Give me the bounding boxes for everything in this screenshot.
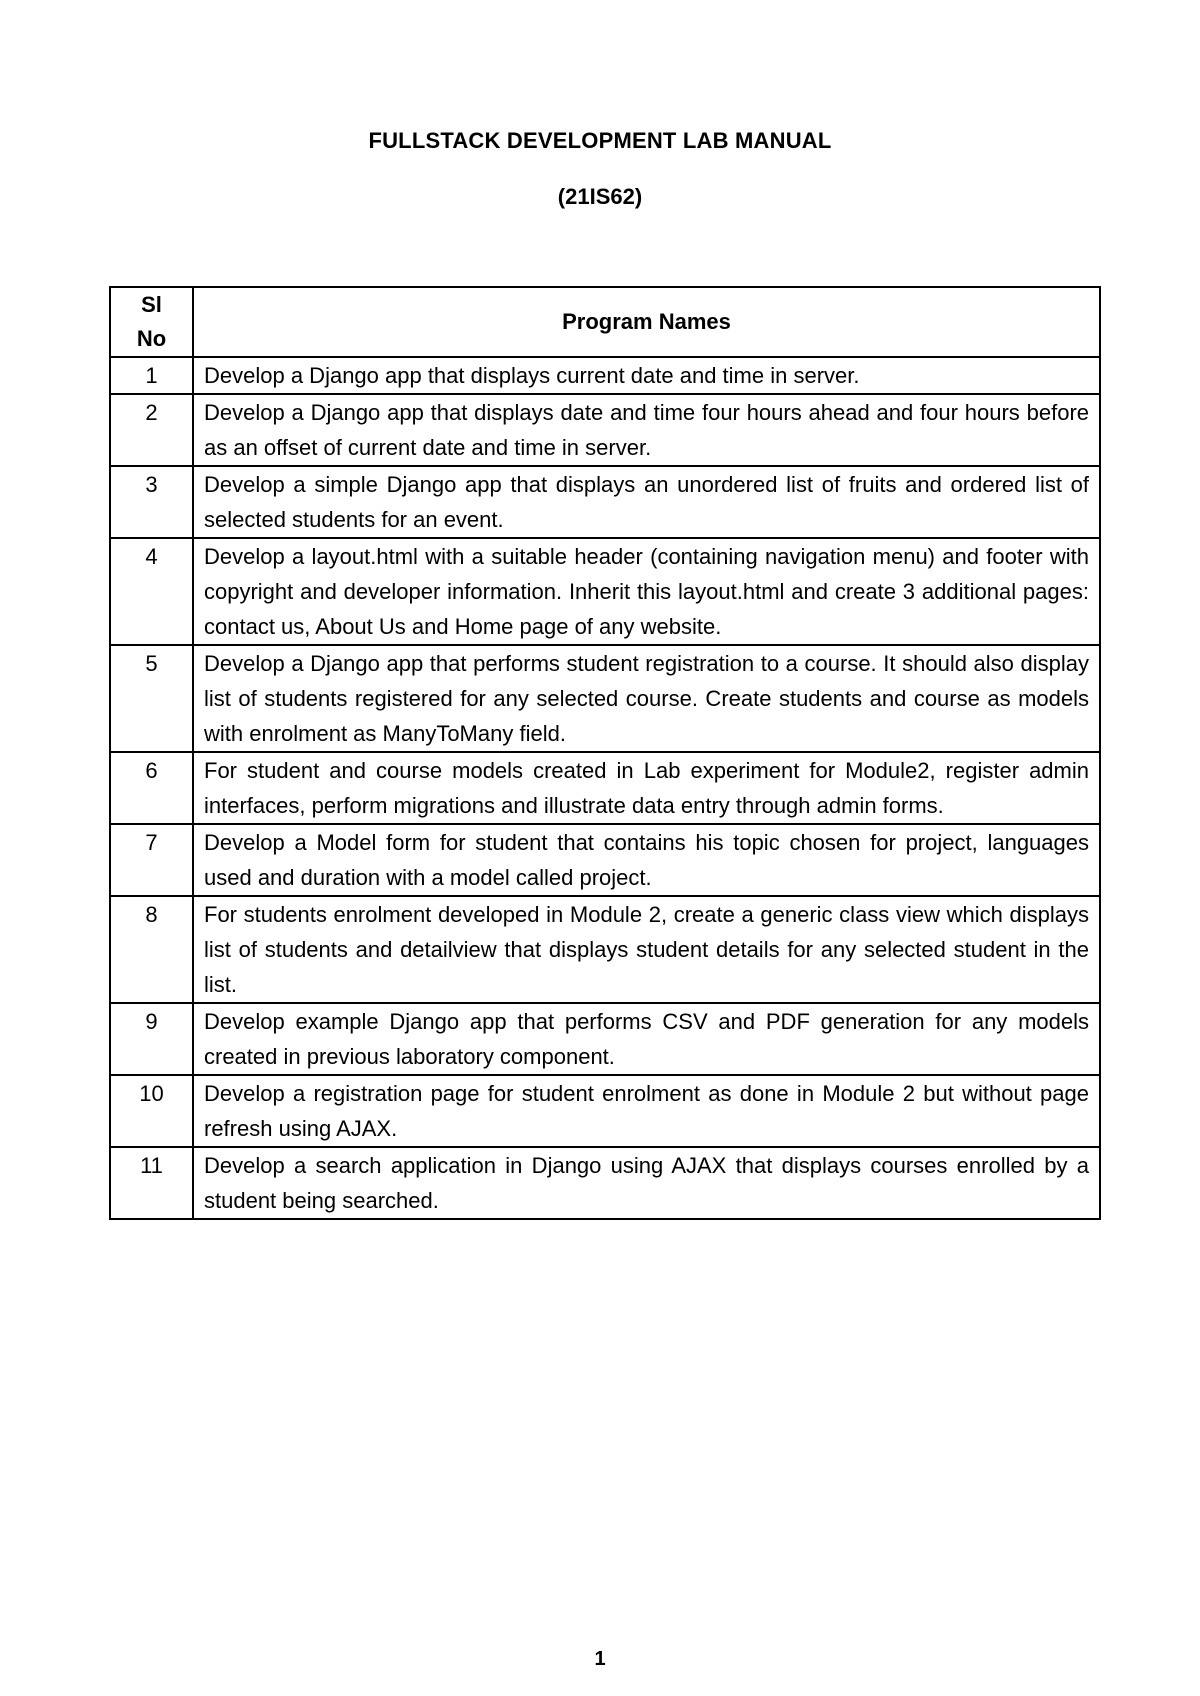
table-header-row	[110, 287, 1100, 357]
row-program-name: Develop a search application in Django using AJAX that displays courses enrolled by a student being searched.	[193, 1147, 1100, 1219]
program-names-header: Program Names	[193, 287, 1100, 357]
table-row	[110, 1075, 1100, 1147]
table-row	[110, 466, 1100, 538]
table-row	[110, 394, 1100, 466]
row-program-name: For student and course models created in Lab experiment for Module2, register admin interfaces, perform migrations and illustrate data entry through admin forms.	[193, 752, 1100, 824]
row-sl-number: 3	[110, 466, 193, 538]
row-sl-number: 4	[110, 538, 193, 645]
row-program-name: For students enrolment developed in Module 2, create a generic class view which displays list of students and detailview that displays student details for any selected student in the list.	[193, 896, 1100, 1003]
row-program-name: Develop a layout.html with a suitable header (containing navigation menu) and footer with copyright and developer information. Inherit this layout.html and create 3 additional pages: contact us, About Us and Home page of any website.	[193, 538, 1100, 645]
table-row	[110, 538, 1100, 645]
row-sl-number: 6	[110, 752, 193, 824]
row-sl-number: 2	[110, 394, 193, 466]
program-table	[109, 286, 1101, 1220]
table-row	[110, 896, 1100, 1003]
table-row	[110, 824, 1100, 896]
row-program-name: Develop a registration page for student enrolment as done in Module 2 but without page refresh using AJAX.	[193, 1075, 1100, 1147]
table-row	[110, 1003, 1100, 1075]
row-sl-number: 1	[110, 357, 193, 394]
row-program-name: Develop example Django app that performs CSV and PDF generation for any models created in previous laboratory component.	[193, 1003, 1100, 1075]
table-row	[110, 752, 1100, 824]
row-sl-number: 10	[110, 1075, 193, 1147]
course-code: (21IS62)	[557, 184, 643, 209]
row-program-name: Develop a Model form for student that contains his topic chosen for project, languages used and duration with a model called project.	[193, 824, 1100, 896]
table-row	[110, 357, 1100, 394]
sl-header-line1: Sl	[141, 292, 162, 317]
row-program-name: Develop a simple Django app that displays an unordered list of fruits and ordered list of selected students for an event.	[193, 466, 1100, 538]
row-sl-number: 5	[110, 645, 193, 752]
table-row	[110, 645, 1100, 752]
row-program-name: Develop a Django app that performs student registration to a course. It should also display list of students registered for any selected course. Create students and course as models with enrolment as ManyToMany field.	[193, 645, 1100, 752]
sl-no-header	[110, 287, 193, 357]
page-number: 1	[594, 1648, 606, 1670]
row-sl-number: 8	[110, 896, 193, 1003]
row-program-name: Develop a Django app that displays current date and time in server.	[193, 357, 1100, 394]
document-title: FULLSTACK DEVELOPMENT LAB MANUAL	[368, 128, 832, 153]
row-sl-number: 11	[110, 1147, 193, 1219]
row-sl-number: 9	[110, 1003, 193, 1075]
row-program-name: Develop a Django app that displays date and time four hours ahead and four hours before as an offset of current date and time in server.	[193, 394, 1100, 466]
sl-header-line2: No	[136, 326, 167, 351]
table-row	[110, 1147, 1100, 1219]
row-sl-number: 7	[110, 824, 193, 896]
